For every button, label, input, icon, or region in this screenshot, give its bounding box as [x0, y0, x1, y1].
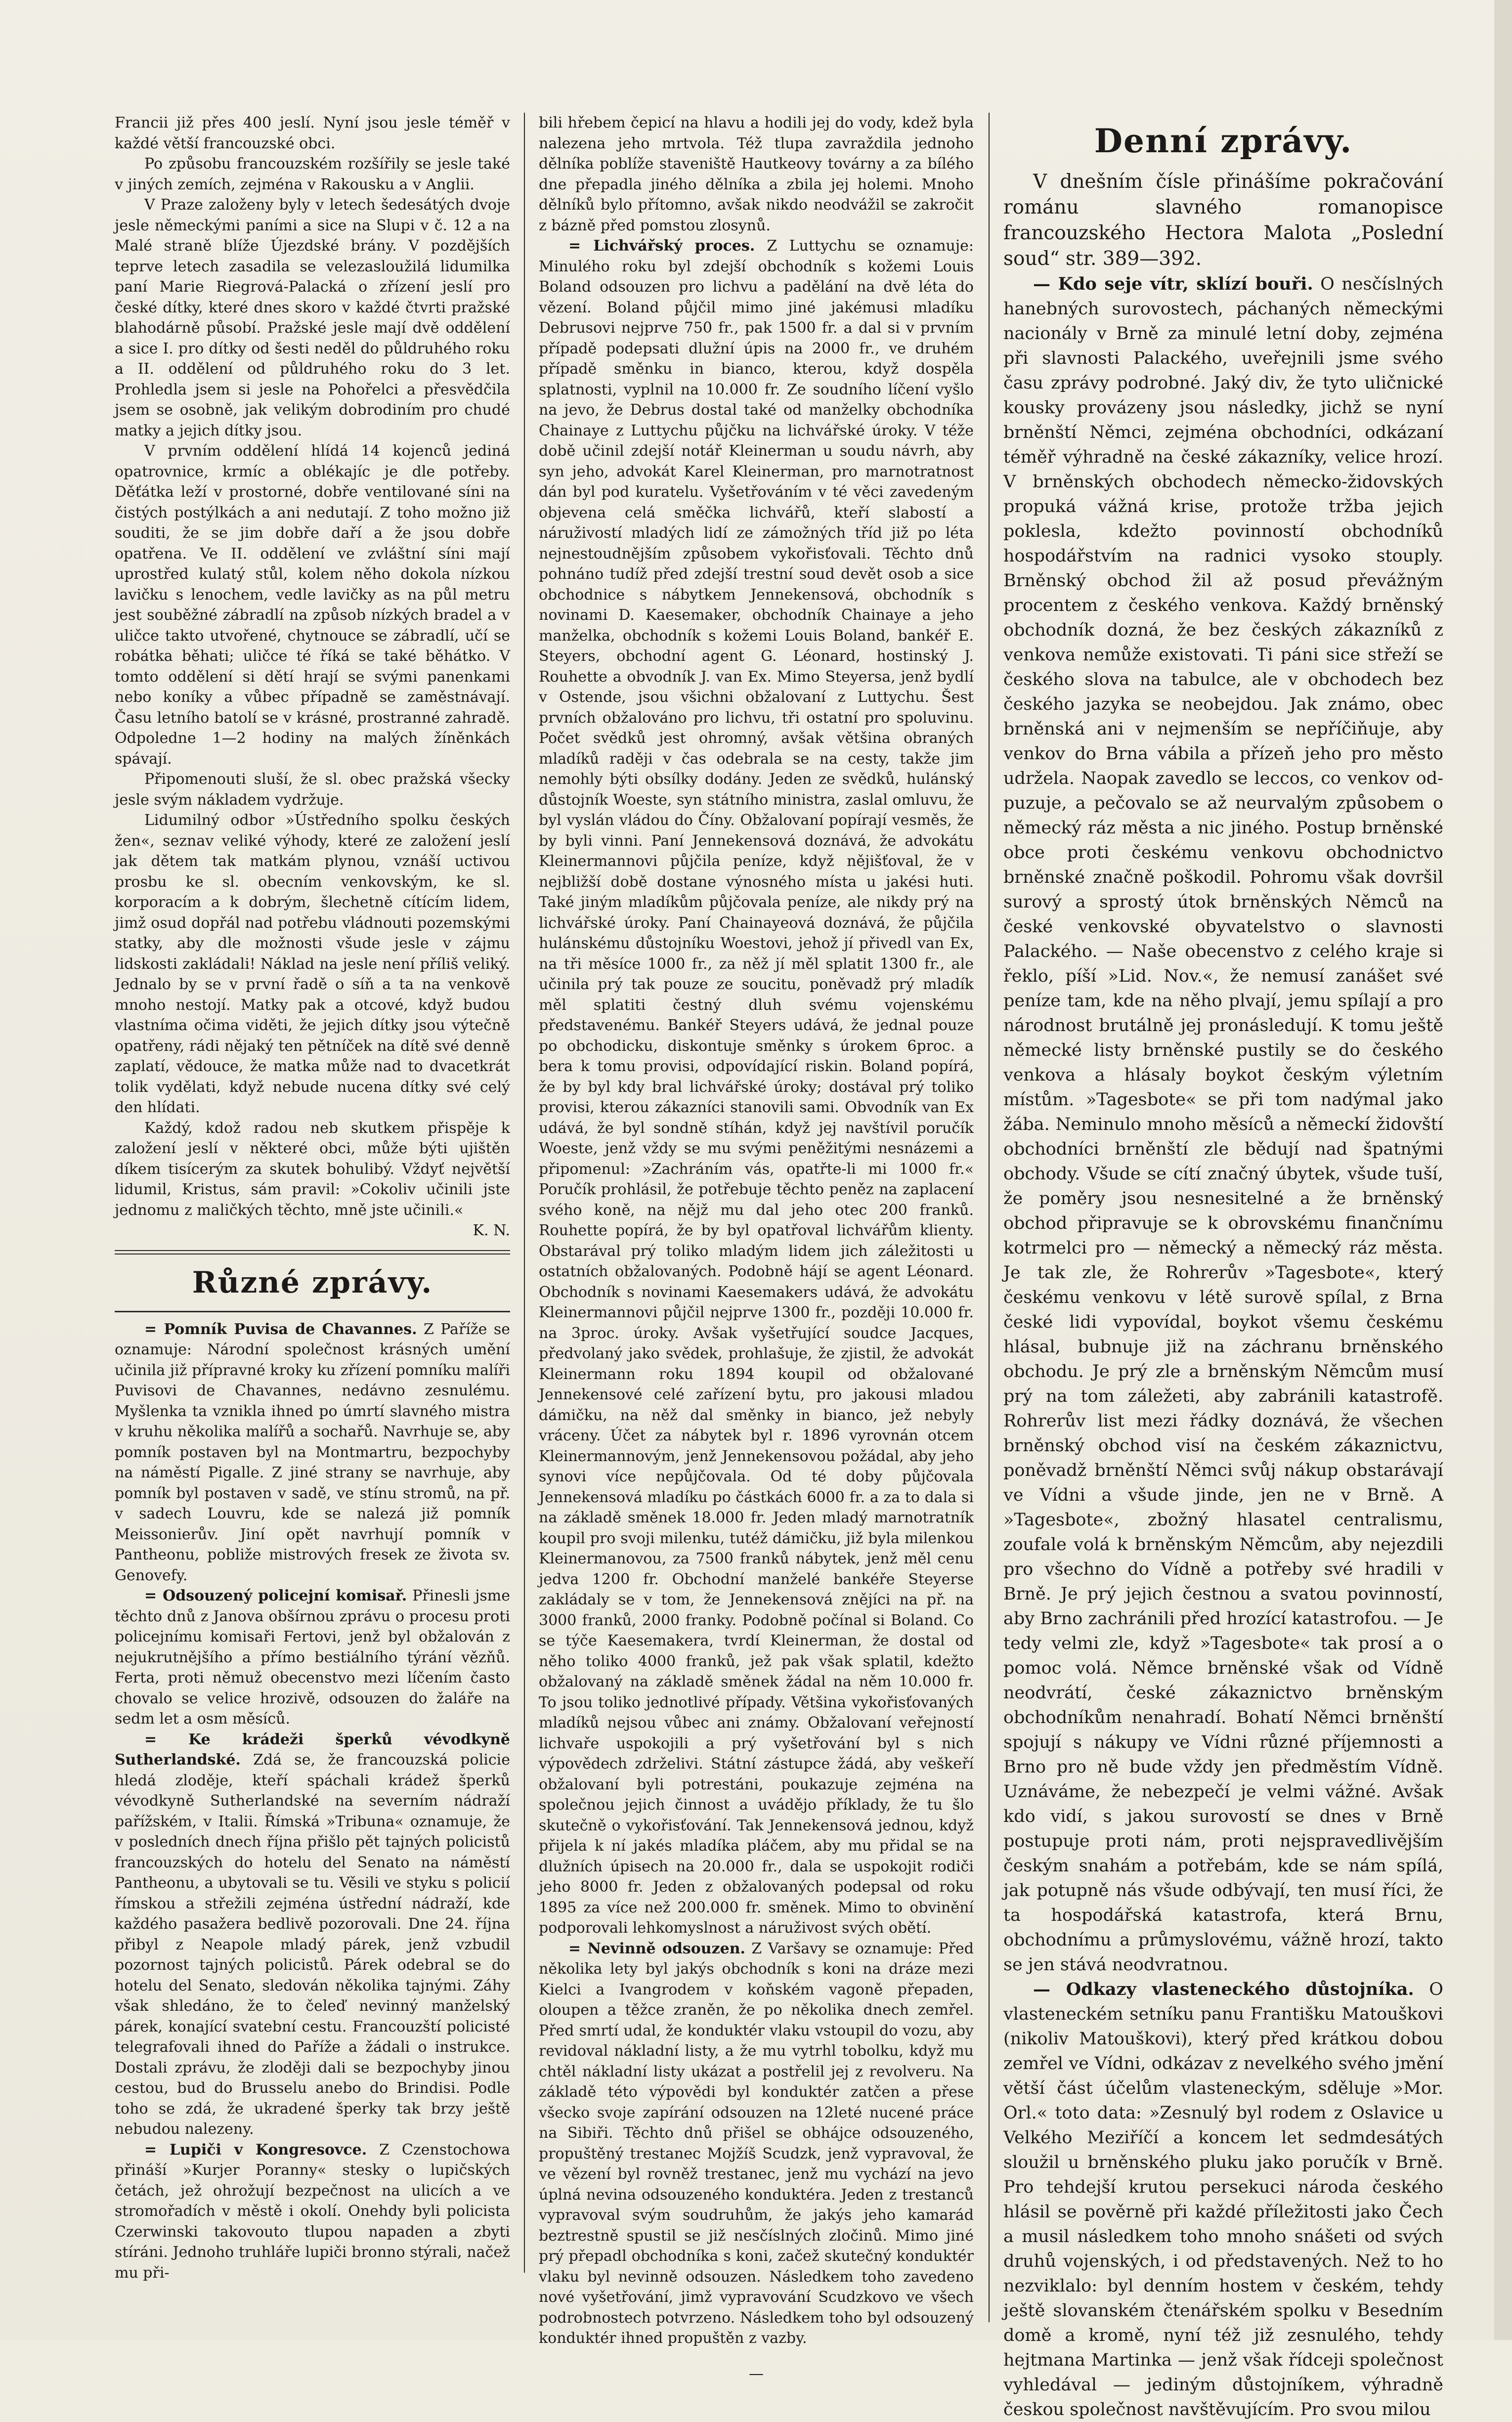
news-text: Z Paříže se oznamuje: Národní společnost krásných umění učinila již přípravné kroky ku zřízení pomníku malíři Puvisovi de Chavannes, nedávno zesnulému. Myšlenka ta vznikla ihned po úmrtí slavného mistra v kruhu několika malířů a sochařů. Navrhuje se, aby pomník postaven byl na Montmartru, bezpochyby na náměstí Pigalle. Z jiné strany se navrhuje, aby pomník byl postaven v sadě, ve stínu stromů, na př. v sadech Louvru, kde se nalezá již pomník Meissonierův. Jiní opět navrhují pomník v Pantheonu, pobliže mistrových fresek ze života sv. Genovefy. — [115, 1320, 510, 1584]
intro-paragraph: V dnešním čísle přinášíme pokračování románu slavného romanopisce francouzského Hectora Malota „Poslední soud“ str. 389—392. — [1003, 171, 1443, 270]
end-mark: — — [749, 2365, 764, 2382]
news-text: Z Varšavy se oznamuje: Před několika lety byl jakýs obchodník s koni na dráze mezi Kielci a Ivangrodem v koňském vagoně přepaden, oloupen a těžce zraněn, že po několika dnech zemřel. Před smrtí udal, že konduktér vlaku vstoupil do vozu, aby revidoval nákladní listy, a že mu vytrhl tobolku, když mu chtěl nákladní listy ukázat a postřelil jej z revolveru. Na základě této výpovědi byl konduktér zatčen a přese všecko svoje zapírání odsouzen na 12leté nucené práce na Sibiři. Těchto dnů přišel se obhájce odsouzeného, propuštěný trestanec Mojžíš Scudzk, jenž vypravoval, že ve vězení byl rovněž trestanec, jenž mu vychází na jevo úplná nevina odsouzeného konduktéra. Jeden z trestanců vypravoval svým soudruhům, že jakýs jeho kamarád beztrestně spustil se již nesčíslných zločinů. Mimo jiné prý přepadl obchodníka s koni, začež skutečný konduktér vlaku byl nevinně odsouzen. Následkem toho zavedeno nové vyšetřování, jimž vypravování Scudzkovo ve všech podrobnostech potvrzeno. Následkem toho byl odsouzený konduktér ihned propuštěn z vazby. — [539, 1940, 974, 2347]
signature: K. N. — [473, 1222, 510, 1239]
paragraph: V prvním oddělení hlídá 14 kojenců jediná opatrovnice, krmíc a oblékajíc je dle potřeby. Děťátka leží v prostorné, dobře ventilované síni na čistých postýlkách a ani nedutají. Z toho možno již souditi, že se jim dobře daří a že jsou dobře opatřena. Ve II. oddělení ve zvláštní síni mají uprostřed kulatý stůl, kolem něho dokola nízkou lavičku s lenochem, vedle lavičky as na půl metru jest souběžné zábradlí na způsob nízkých bradel a v uličce takto utvořené, chytnouce se zábradlí, učí se robátka běhati; uličce té říká se také běhátko. V tomto oddělení si dětí hrají se svými panenkami nebo koníky a vůbec případně se zaměstnávají. Času letního batolí se v krásné, prostranné zahradě. Odpoledne 1—2 hodiny na malých žíněnkách spávají. — [115, 442, 510, 768]
column-right — [1003, 113, 1443, 2422]
paragraph: Připomenouti sluší, že sl. obec pražská všecky jesle svým nákladem vydržuje. — [115, 771, 510, 809]
section-heading: Denní zprávy. — [1094, 122, 1353, 160]
paragraph: Každý, kdož radou neb skutkem přispěje k založení jeslí v některé obci, může býti ujištěn díkem tisícerým za skutek bohulibý. Vždyť největší lidumil, Kristus, sám pravil: »Cokoliv učinili jste jednomu z maličkých těchto, mně jste učinili.« — [115, 1119, 510, 1219]
paragraph: Po způsobu francouzském rozšířily se jesle také v jiných zemích, zejména v Rakousku a v Anglii. — [115, 155, 510, 193]
heading-rule — [115, 1311, 510, 1312]
column-rule — [524, 113, 525, 2273]
column-left — [115, 113, 510, 2283]
news-heading: = Lupiči v Kongresovce. — [144, 2141, 367, 2159]
news-heading: = Ke krádeži šperků vévodkyně Sutherlandské. — [115, 1730, 510, 1769]
news-text: Přinesli jsme těchto dnů z Janova obšírnou zprávu o procesu proti policejnímu komisaři Fertovi, jenž byl obžalován z nejukrutnějšího a přímo bestiálního týrání vězňů. Ferta, proti němuž obecenstvo mezi líčením často chovalo se velice hrozivě, odsouzen do žaláře na sedm let a osm měsíců. — [115, 1587, 510, 1728]
news-heading: — Odkazy vlasteneckého důstojníka. — [1033, 1979, 1414, 1999]
news-heading: = Nevinně odsouzen. — [568, 1940, 745, 1957]
news-heading: — Kdo seje vítr, sklízí bouři. — [1033, 274, 1313, 294]
news-text: Zdá se, že francouzská policie hledá zloděje, kteří spáchali krádež šperků vévodkyně Sutherlandské na severním nádraží pařížském, v Italii. Římská »Tribuna« oznamuje, že v posledních dnech října přišlo pět tajných policistů francouzských do hotelu del Senato na náměstí Pantheonu, a ubytovali se tu. Věsili ve styku s policií římskou a střežili zejména ústřední nádraží, kde každého pasažera bedlivě pozorovali. Dne 24. října přibyl z Neapole mladý párek, jenž vzbudil pozornost tajných policistů. Párek odebral se do hotelu del Senato, sledován několika tajnými. Záhy však shledáno, že to čeleď nevinný manželský párek, konající svatební cestu. Francouzští policisté telegrafovali ihned do Paříže a žádali o instrukce. Dostali zprávu, že zloději dali se bezpochyby jinou cestou, bud do Brusselu anebo do Brindisi. Podle toho se zdá, že ukradené šperky tak brzy ještě nebudou nalezeny. — [115, 1751, 510, 2138]
news-heading: = Lichvářský proces. — [568, 237, 755, 255]
signature-line — [115, 1220, 510, 1241]
paragraph: Lidumilný odbor »Ústředního spolku českých žen«, seznav veliké výhody, které ze založení jeslí jak dětem tak matkám plynou, vznáší uctivou prosbu ke sl. obecním venkovským, ke sl. korporacím a k dobrým, šlechetně cítícím lidem, jimž osud dopřál nad potřebu vládnouti pozemskými statky, aby dle možnosti všude jesle v zájmu lidskosti zakládali! Náklad na jesle není příliš veliký. Jednalo by se v první řadě o síň a ta na venkově mnoho nestojí. Matky pak a otcové, když budou vlastníma očima viděti, že jejich dítky jsou výtečně opatřeny, rádi nějaký ten pětníček na dítě své denně zaplatí, vědouce, že matka může nad to dvacetkrát tolik vydělati, když nebude nucena dítky své celý den hlídati. — [115, 812, 510, 1116]
column-middle — [539, 113, 974, 2384]
paragraph: Francii již přes 400 jeslí. Nyní jsou jesle téměř v každé větší francouzské obci. — [115, 114, 510, 152]
section-heading: Různé zprávy. — [192, 1265, 433, 1300]
news-text: Z Czenstochowa přináší »Kurjer Poranny« stesky o lupičských četách, jež ohrožují bezpečnost na ulicích a ve stromořadích v městě i okolí. Onehdy byli policista Czerwinski takovouto tlupou napaden a zbyti stíráni. Jednoho truhláře lupiči bronno stýrali, načež mu při- — [115, 2141, 510, 2282]
page-edge — [1494, 0, 1512, 2340]
news-text: Z Luttychu se oznamuje: Minulého roku byl zdejší obchodník s kožemi Louis Boland odsouzen pro lichvu a padělání na dvě léta do vězení. Boland půjčil mimo jiné jakémusi mladíku Debrusovi nejprve 750 fr., pak 1500 fr. a dal si v prvním případě podepsati dlužní úpis na 2000 fr., ve druhém případě směnku in bianco, kterou, když dospěla splatnosti, vyplnil na 10.000 fr. Ze soudního líčení vyšlo na jevo, že Debrus dostal také od manželky obchodníka Chainaye z Luttychu půjčku na lichvářské úroky. V téže době učinil zdejší notář Kleinerman u soudu návrh, aby syn jeho, advokát Karel Kleinerman, pro marnotratnost dán byl pod kuratelu. Vyšetřováním v té věci zavedeným objevena celá směčka lichvářů, kteří slabostí a náruživostí mladých lidí ze zámožných tříd již po léta nejnestoudnějším způsobem vykořisťovali. Těchto dnů pohnáno tudíž před zdejší trestní soud devět osob a sice obchodnice s nábytkem Jennekensová, obchodník s novinami D. Kaesemaker, obchodník Chainaye a jeho manželka, obchodník s kožemi Louis Boland, bankéř E. Steyers, obchodní agent G. Léonard, hostinský J. Rouhette a obvodník J. van Ex. Mimo Steyersa, jenž bydlí v Ostende, jsou všichni obžalovaní z Luttychu. Šest prvních obžalováno pro lichvu, tři ostatní pro spoluvinu. Počet svědků jest ohromný, avšak většina obraných mladíků raději v čas odebrala se na cesty, takže jim nemohly býti obsílky dodány. Jeden ze svědků, hulánský důstojník Woeste, syn státního ministra, zaslal omluvu, že byl vyslán vládou do Číny. Obžalovaní popírají vesměs, že by byli vinni. Paní Jennekensová doznává, že advokátu Kleinermannovi půjčila peníze, když nějišťoval, že v nejbližší době dostane výnosného místa u jakési huti. Také jiným mladíkům půjčovala peníze, ale nikdy prý na lichvářské úroky. Paní Chainayeová doznává, že půjčila hulánskému důstojníku Woestovi, jehož jí přivedl van Ex, na tři měsíce 1000 fr., za něž jí měl splatit 1300 fr., ale učinila prý tak pouze ze soucitu, poněvadž prý mladík měl splatiti čestný dluh svému vojenskému představenému. Bankéř Steyers udává, že jednal pouze po obchodicku, diskontuje směnky s úrokem 6proc. a bera k tomu provisi, odpovídající riskin. Boland popírá, že by byl kdy bral lichvářské úroky; dostával prý toliko provisi, kterou zákazníci stanovili sami. Obvodník van Ex udává, že byl sondně stíhán, když jej navštívil poručík Woeste, jenž vždy se mu svými peněžitými nesnázemi a připomenul: »Zachráním vás, opatřte-li mi 1000 fr.« Poručík prohlásil, že potřebuje těchto peněz na zaplacení svého koně, na nějž mu dal jeho otec 200 franků. Rouhette popírá, že by byl opatřoval lichvářům klienty. Obstarával prý toliko mladým lidem jich záležitosti u ostatních obžalovaných. Podobně hájí se agent Léonard. Obchodník s novinami Kaesemakers udává, že advokátu Kleinermannovi půjčil nejprve 1300 fr., později 10.000 fr. na 3proc. úroky. Avšak vyšetřující soudce Jacques, předvolaný jako svědek, prohlašuje, že zjistil, že advokát Kleinermann roku 1894 koupil od obžalované Jennekensové celé zařízení bytu, pro jakousi mladou dámičku, na něž dal směnky in bianco, jež nebyly vráceny. Účet za nábytek byl r. 1896 vyrovnán otcem Kleinermannovým, jenž Jennekensovou požádal, aby jeho synovi více nepůjčovala. Od té doby půjčovala Jennekensová mladíku po částkách 6000 fr. a za to dala si na základě směnek 18.000 fr. Jeden mladý marnotratník koupil pro svoji milenku, tutéž dámičku, již byla milenkou Kleinermanovou, za 7500 franků nábytek, jenž měl cenu jedva 1200 fr. Obchodní manželé bankéře Steyerse zakládaly se v tom, že Jennekensová znějíci na př. na 3000 franků, 2000 franky. Podobně počínal si Boland. Co se týče Kaesemakera, tvrdí Kleinerman, že dostal od něho toliko 4000 franků, jež pak však splatil, kdežto obžalovaný na základě směnek žádal na něm 10.000 fr. To jsou toliko jednotlivé případy. Většina vykořisťovaných mladíků nejsou vůbec ani známy. Obžalovaní veřejností lichvaře uspokojili a prý vyšetřování byl s nich výpovědech zdrželivi. Státní zástupce žádá, aby veškeří obžalovaní byli potrestáni, poukazuje zejména na společnou jejich činnost a uvádějo příklady, že tu šlo skutečně o vykořisťování. Tak Jennekensová jednou, když přijela k ní jakés mladíka pláčem, aby mu přidal se na dlužních úpisech na 20.000 fr., dala se uspokojit rodiči jeho 8000 fr. Jeden z obžalovaných podepsal od roku 1895 za více než 200.000 fr. směnek. Mimo to obvinění podporovali lehkomyslnost a náruživost svých obětí. — [539, 237, 974, 1937]
section-divider — [115, 1250, 510, 1254]
news-text: O nesčíslných hanebných surovostech, páchaných německými nacionály v Brně za minulé letní doby, zejména při slavnosti Palackého, uveřejnili jsme svého času zprávy podrobné. Jaký div, že tyto uličnické kousky provázeny jsou následky, jichž se nyní brněnští Němci, zejména obchodníci, odkázaní téměř výhradně na české zákazníky, velice hrozí. V brněnských obchodech německo-židovských propuká vážná krise, protože tržba jejich poklesla, kdežto povinností obchodníků hospodářstvím na radnici vysoko stouply. Brněnský obchod žil až posud převážným procentem z českého venkova. Každý brněnský obchodník dozná, že bez českých zákazníků z venkova nemůže existovati. Ti páni sice střeží se českého slova na tabulce, ale v obchodech bez českého jazyka se neobejdou. Jak známo, obec brněnská ani v nejmenším se nepříčiňuje, aby venkov do Brna vábila a přízeň jeho pro město udržela. Naopak zavedlo se leccos, co venkov od-puzuje, a pečovalo se až neurvalým způsobem o německý ráz města a nic jiného. Postup brněnské obce proti českému venkovu obchodnictvo brněnské značně poškodil. Pohromu však dovršil surový a sprostý útok brněnských Němců na české venkovské obyvatelstvo o slavnosti Palackého. — Naše obecenstvo z celého kraje si řeklo, píší »Lid. Nov.«, že nemusí zanášet své peníze tam, kde na něho plvají, jemu spílají a pro národnost brutálně jej pronásledují. K tomu ještě německé listy brněnské pustily se do českého venkova a hlásaly boykot českým výletním místům. »Tagesbote« se při tom nadýmal jako žába. Neminulo mnoho měsíců a německí židovští obchodníci brněnští zle bědují nad špatnými obchody. Všude se cítí značný úbytek, všude tuší, že poměry jsou nesnesitelné a že brněnský obchod připravuje se k obrovskému finančnímu kotrmelci pro — německý a německý ráz města. Je tak zle, že Rohrerův »Tagesbote«, který českému venkovu v létě surově spílal, z Brna české lidi vypovídal, boykot všemu českému hlásal, bubnuje již na záchranu brněnského obchodu. Je prý zle a brněnským Němcům musí prý na tom záležeti, aby zabránili katastrofě. Rohrerův list mezi řádky doznává, že všechen brněnský obchod visí na českém zákaznictvu, poněvadž brněnští Němci svůj nákup obstarávají ve Vídni a všude jinde, jen ne v Brně. A »Tagesbote«, zbožný hlasatel centralismu, zoufale volá k brněnským Němcům, aby nejezdili pro všechno do Vídně a potřeby své hradili v Brně. Je prý jejich čestnou a svatou povinností, aby Brno zachránili před hrozící katastrofou. — Je tedy velmi zle, když »Tagesbote« tak prosí a o pomoc volá. Němce brněnské však od Vídně neodvrátí, české zákaznictvo brněnským obchodníkům nenahradí. Bohatí Němci brněnští spojují s nákupy ve Vídni různé příjemnosti a Brno pro ně bude vždy jen předměstím Vídně. Uznáváme, že nebezpečí je velmi vážné. Avšak kdo vidí, s jakou surovostí se dnes v Brně postupuje proti nám, proti nejspravedlivějším českým snahám a potřebám, kde se nám spílá, jak potupně nás všude odbývají, ten musí říci, že ta hospodářská katastrofa, která Brnu, obchodnímu a průmyslovému, vážně hrozí, takto se jen stává neodvratnou. — [1003, 274, 1443, 1975]
paragraph: bili hřebem čepicí na hlavu a hodili jej do vody, kdež byla nalezena jeho mrtvola. Též tlupa zavraždila jednoho dělníka poblíže staveniště Hautkeovy továrny a za bílého dne přepadla jiného dělníka a zbila jej holemi. Mnoho dělníků bylo přítomno, avšak nikdo neodvážil se zakročit z bázně před pomstou zlosynů. — [539, 114, 974, 234]
news-heading: = Pomník Puvisa de Chavannes. — [144, 1320, 417, 1338]
column-rule — [989, 113, 990, 2322]
news-heading: = Odsouzený policejní komisař. — [144, 1587, 407, 1604]
paragraph: V Praze založeny byly v letech šedesátých dvoje jesle německými paními a sice na Slupi v č. 12 a na Malé straně blíže Újezdské brány. V pozdějších teprve letech zasadila se velezasloužilá lidumilka paní Marie Riegrová-Palacká o zřízení jeslí pro české dítky, které dnes skoro v každé čtvrti pražské blahodárně působí. Pražské jesle mají dvě oddělení a sice I. pro dítky od šesti neděl do půldruhého roku a II. oddělení od půldruhého roku do 3 let. Prohledla jsem si jesle na Pohořelci a přesvědčila jsem se osobně, jak velikým dobrodiním pro chudé matky a jejich dítky jsou. — [115, 196, 510, 439]
news-text: O vlasteneckém setníku panu Františku Matouškovi (nikoliv Matouškovi), který před krátkou dobou zemřel ve Vídni, odkázav z nevelkého svého jmění větší část účelům vlasteneckým, sděluje »Mor. Orl.« toto data: »Zesnulý byl rodem z Oslavice u Velkého Meziříčí a koncem let sedmdesátých sloužil u brněnského pluku jako poručík v Brně. Pro tehdejší krutou persekuci národa českého hlásil se pověrně při každé příležitosti jako Čech a musil následkem toho mnoho snášeti od svých druhů vojenských, i od představených. Než to ho nezviklalo: byl denním hostem v českém, tehdy ještě slovanském čtenářském spolku v Besedním domě a kromě, nyní též již zesnulého, tehdy hejtmana Martinka — jenž však řídceji společnost vyhledával — jediným důstojníkem, výhradně českou společnost navštěvujícím. Pro svou milou — [1003, 1980, 1443, 2420]
